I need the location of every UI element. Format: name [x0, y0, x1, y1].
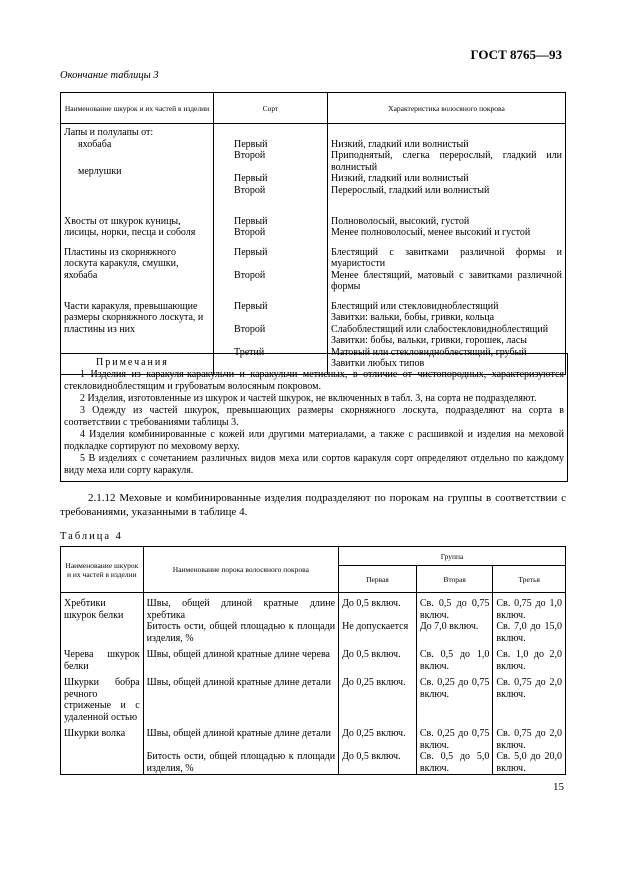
table4-cell: До 0,25 включ. — [339, 723, 417, 751]
table-row — [61, 644, 566, 672]
table4-cell: До 0,5 включ. — [339, 751, 417, 775]
cell-text: Первый — [234, 300, 268, 312]
cell-text: Первый — [234, 215, 268, 227]
cell-text: Приподнятый, слегка перерослый, гладкий или волнистый — [331, 150, 562, 173]
table3-cell — [214, 243, 328, 297]
table-row — [61, 593, 566, 622]
cell-text: Блестящий с завитками различной формы и муаристости — [331, 246, 562, 269]
cell-text: Третий — [234, 346, 265, 358]
table4-cell: Шкурки волка — [61, 723, 144, 751]
cell-text: Второй — [234, 150, 266, 161]
table3-cell: Части каракуля, превышающие размеры скорняжного лоскута, и пластины из них — [61, 297, 214, 375]
table3-cell — [61, 124, 214, 201]
table3-cell — [214, 212, 328, 243]
note-item: 1 Изделия из каракуля-каракульчи и каракульчи метисных, в отличие от чистопородных, характеризуются стекловидноблестящим и грубоватым волосяным покровом. — [64, 369, 564, 392]
cell-text: Лапы и полулапы от: — [64, 127, 154, 138]
cell-text: Завитки: бобы, вальки, гривки, горошек, ласы — [331, 335, 527, 346]
table4-header-g3: Третья — [493, 566, 566, 593]
cell-text: Низкий, гладкий или волнистый — [331, 138, 469, 150]
table4-cell: Св. 1,0 до 2,0 включ. — [493, 644, 566, 672]
cell-text: Менее полноволосый, менее высокий и густой — [331, 227, 531, 238]
table3-header-name: Наименование шкурок и их частей в изделии — [61, 93, 214, 124]
notes-title: Примечания — [96, 357, 169, 368]
table3-cell — [328, 124, 566, 201]
table4-cell: Св. 0,75 до 2,0 включ. — [493, 672, 566, 723]
table4-cell: Св. 0,75 до 2,0 включ. — [493, 723, 566, 751]
table4-cell: Битость ости, общей площадью к площади изделия, % — [143, 621, 338, 644]
table4-header-g1: Первая — [339, 566, 417, 593]
cell-text: Перерослый, гладкий или волнистый — [331, 184, 490, 196]
table4-header-g2: Вторая — [416, 566, 493, 593]
table4-cell: До 0,25 включ. — [339, 672, 417, 723]
table4-cell: До 0,5 включ. — [339, 593, 417, 622]
table4-cell: Св. 5,0 до 20,0 включ. — [493, 751, 566, 775]
table3-header-grade: Сорт — [214, 93, 328, 124]
table3-header-characteristic: Характеристика волосяного покрова — [328, 93, 566, 124]
table-row — [61, 672, 566, 723]
document-code: ГОСТ 8765—93 — [470, 47, 562, 62]
table4-cell: Швы, общей длиной кратные длине хребтика — [143, 593, 338, 622]
table3-header-row — [61, 93, 566, 124]
cell-text: Низкий, гладкий или волнистый — [331, 173, 469, 184]
cell-text: Второй — [234, 184, 266, 196]
table-row — [61, 212, 566, 243]
paragraph-2-1-12: 2.1.12 Меховые и комбинированные изделия подразделяют по порокам на группы в соответствии с требованиями, указанными в таблице 4. — [60, 492, 566, 518]
cell-text: яхобаба — [78, 138, 112, 150]
table3-caption: Окончание таблицы 3 — [60, 70, 159, 81]
table4-header-group: Группа — [339, 547, 566, 566]
table4-cell: Хребтики шкурок белки — [61, 593, 144, 622]
cell-text: Второй — [234, 323, 266, 335]
notes-block — [60, 353, 568, 482]
note-item: 5 В изделиях с сочетанием различных видов меха или сортов каракуля сорт определяют отдельно по каждому виду меха или сорту каракуля. — [64, 453, 564, 476]
table4-cell: Шкурки бобра речного стриженые и с удаленной остью — [61, 672, 144, 723]
table3-cell: Хвосты от шкурок куницы, лисицы, норки, песца и соболя — [61, 212, 214, 243]
table4-cell: Швы, общей длиной кратные длине детали — [143, 723, 338, 751]
table3-cell — [328, 212, 566, 243]
table-row — [61, 621, 566, 644]
table4-cell: До 7,0 включ. — [416, 621, 493, 644]
cell-text: Блестящий или стекловидноблестящий — [331, 300, 499, 312]
cell-text: Матовый или стекловидноблестящий, грубый — [331, 346, 527, 358]
cell-text: Первый — [234, 138, 268, 150]
table4-cell: До 0,5 включ. — [339, 644, 417, 672]
note-item: 3 Одежду из частей шкурок, превышающих размеры скорняжного лоскута, подразделяют на сорта в соответствии с требованиями таблицы 3. — [64, 405, 564, 428]
table4-cell: Св. 0,25 до 0,75 включ. — [416, 723, 493, 751]
table4-cell: Св. 0,5 до 1,0 включ. — [416, 644, 493, 672]
table4-caption: Таблица 4 — [60, 531, 123, 542]
table3-cell — [214, 124, 328, 201]
table4-cell: Св. 0,75 до 1,0 включ. — [493, 593, 566, 622]
table4-header-defect: Наименование порока волосяного покрова — [143, 547, 338, 593]
table4-cell: Св. 0,5 до 0,75 включ. — [416, 593, 493, 622]
table4-cell — [61, 621, 144, 644]
page-number: 15 — [553, 781, 564, 793]
cell-text: Первый — [234, 173, 268, 184]
table4-cell: Не допускается — [339, 621, 417, 644]
note-item: 4 Изделия комбинированные с кожей или другими материалами, а также с расшивкой и изделия на меховой подкладке сортируют по меховому верху. — [64, 429, 564, 452]
cell-text: Первый — [234, 246, 268, 258]
table4-header-row — [61, 547, 566, 566]
cell-text: Полноволосый, высокий, густой — [331, 215, 470, 227]
table4-cell: Швы, общей длиной кратные длине детали — [143, 672, 338, 723]
cell-text: Завитки: вальки, бобы, гривки, кольца — [331, 312, 495, 323]
cell-text: мерлушки — [78, 166, 122, 177]
cell-text: Слабоблестящий или слабостекловидноблестящий — [331, 323, 549, 335]
table-row — [61, 751, 566, 775]
table4-cell: Св. 0,25 до 0,75 включ. — [416, 672, 493, 723]
table3-cell: Пластины из скорняжного лоскута каракуля, смушки, яхобаба — [61, 243, 214, 297]
table-row — [61, 124, 566, 201]
table4-cell: Черева шкурок белки — [61, 644, 144, 672]
table4-cell: Св. 0,5 до 5,0 включ. — [416, 751, 493, 775]
table-row — [61, 723, 566, 751]
cell-text: Второй — [234, 227, 266, 238]
table4-cell: Швы, общей длиной кратные длине черева — [143, 644, 338, 672]
note-item: 2 Изделия, изготовленные из шкурок и частей шкурок, не включенных в табл. 3, на сорта не подразделяют. — [80, 393, 537, 404]
table4-cell: Битость ости, общей площадью к площади изделия, % — [143, 751, 338, 775]
table3-cell — [328, 243, 566, 297]
cell-text: Второй — [234, 269, 266, 281]
table4-header-name: Наименование шкурок и их частей в изделии — [61, 547, 144, 593]
cell-text: Завитки любых типов — [331, 358, 425, 369]
table4-cell: Св. 7,0 до 15,0 включ. — [493, 621, 566, 644]
table-row — [61, 243, 566, 297]
table4-cell — [61, 751, 144, 775]
cell-text: Менее блестящий, матовый с завитками различной формы — [331, 269, 562, 292]
table4 — [60, 546, 566, 775]
table3 — [60, 92, 566, 375]
